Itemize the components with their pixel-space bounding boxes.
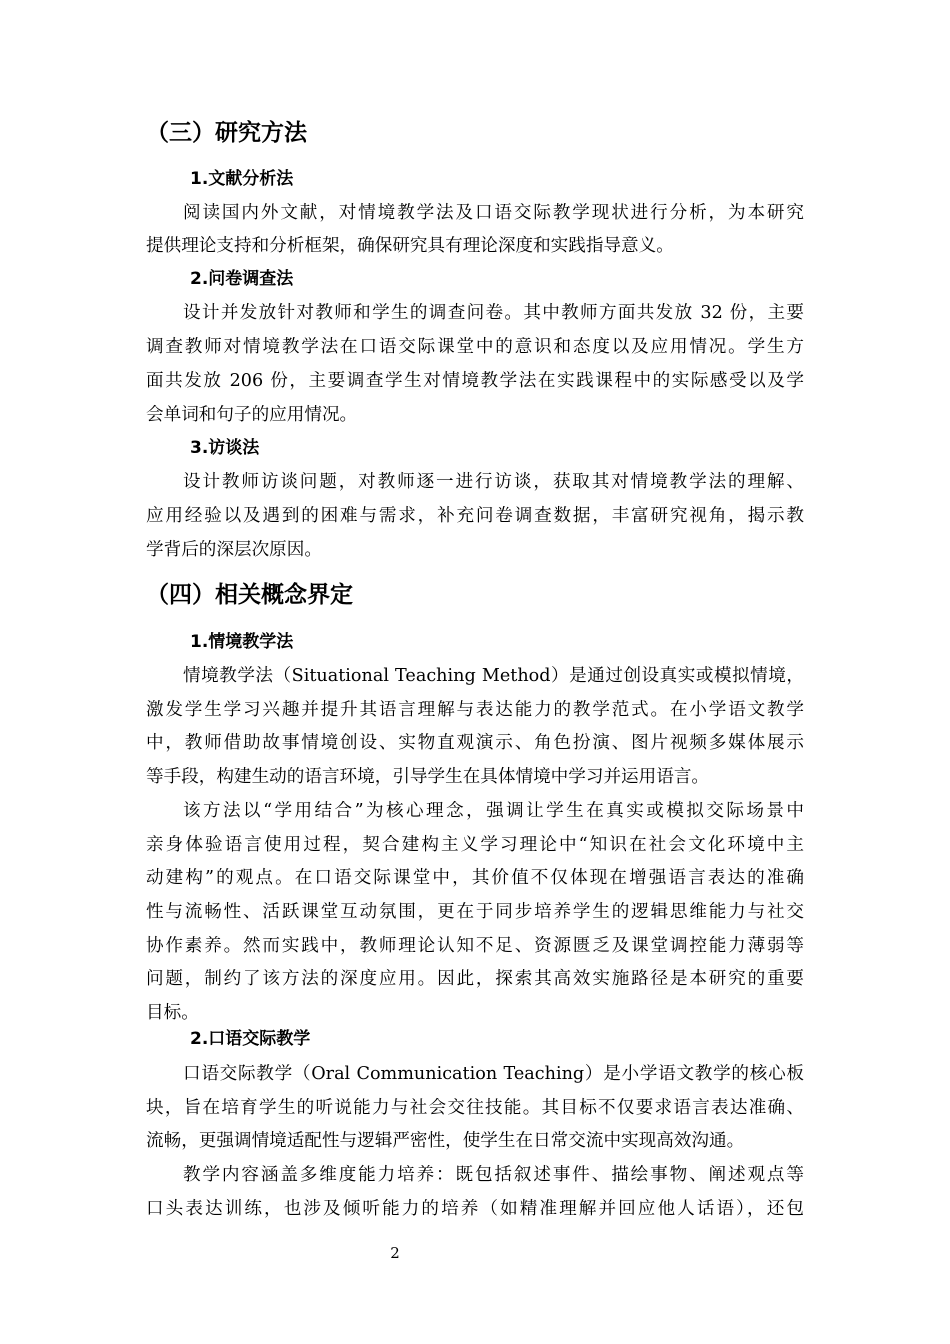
paragraph-line: 协作素养。然而实践中，教师理论认知不足、资源匮乏及课堂调控能力薄弱等: [146, 936, 804, 956]
paragraph-line: 中，教师借助故事情境创设、实物直观演示、角色扮演、图片视频多媒体展示: [146, 733, 804, 753]
subsection-title-2: 2.口语交际教学: [190, 1029, 311, 1049]
section-heading-3: （三）研究方法: [146, 120, 307, 146]
paragraph-line: 亲身体验语言使用过程，契合建构主义学习理论中“知识在社会文化环境中主: [146, 835, 804, 855]
subsection-title-2: 2.问卷调查法: [190, 269, 294, 289]
section-heading-4: （四）相关概念界定: [146, 582, 353, 608]
paragraph-line: 口语交际教学（Oral Communication Teaching）是小学语文教学的核心板: [183, 1064, 804, 1084]
paragraph-line: 应用经验以及遇到的困难与需求，补充问卷调查数据，丰富研究视角，揭示教: [146, 506, 804, 526]
paragraph-line: 激发学生学习兴趣并提升其语言理解与表达能力的教学范式。在小学语文教学: [146, 700, 804, 720]
paragraph-line: 设计教师访谈问题，对教师逐一进行访谈，获取其对情境教学法的理解、: [183, 472, 804, 492]
paragraph-line: 目标。: [146, 1003, 199, 1023]
paragraph-line: 会单词和句子的应用情况。: [146, 405, 358, 425]
paragraph-line: 阅读国内外文献，对情境教学法及口语交际教学现状进行分析，为本研究: [183, 203, 804, 223]
paragraph-line: 情境教学法（Situational Teaching Method）是通过创设真实或模拟情境，: [183, 666, 804, 686]
paragraph-line: 调查教师对情境教学法在口语交际课堂中的意识和态度以及应用情况。学生方: [146, 337, 804, 357]
paragraph-line: 等手段，构建生动的语言环境，引导学生在具体情境中学习并运用语言。: [146, 767, 710, 787]
paragraph-line: 性与流畅性、活跃课堂互动氛围，更在于同步培养学生的逻辑思维能力与社交: [146, 902, 804, 922]
paragraph-line: 设计并发放针对教师和学生的调查问卷。其中教师方面共发放 32 份，主要: [183, 303, 804, 323]
paragraph-line: 提供理论支持和分析框架，确保研究具有理论深度和实践指导意义。: [146, 236, 674, 256]
paragraph-line: 学背后的深层次原因。: [146, 540, 322, 560]
paragraph-line: 该方法以“学用结合”为核心理念，强调让学生在真实或模拟交际场景中: [183, 801, 804, 821]
subsection-title-1: 1.文献分析法: [190, 169, 294, 189]
paragraph-line: 面共发放 206 份，主要调查学生对情境教学法在实践课程中的实际感受以及学: [146, 371, 804, 391]
paragraph-line: 动建构”的观点。在口语交际课堂中，其价值不仅体现在增强语言表达的准确: [146, 868, 804, 888]
paragraph-line: 块，旨在培育学生的听说能力与社会交往技能。其目标不仅要求语言表达准确、: [146, 1098, 804, 1118]
subsection-title-1: 1.情境教学法: [190, 632, 294, 652]
paragraph-line: 流畅，更强调情境适配性与逻辑严密性，使学生在日常交流中实现高效沟通。: [146, 1131, 745, 1151]
paragraph-line: 教学内容涵盖多维度能力培养：既包括叙述事件、描绘事物、阐述观点等: [183, 1165, 804, 1185]
paragraph-line: 问题，制约了该方法的深度应用。因此，探索其高效实施路径是本研究的重要: [146, 969, 804, 989]
subsection-title-3: 3.访谈法: [190, 438, 260, 458]
paragraph-line: 口头表达训练，也涉及倾听能力的培养（如精准理解并回应他人话语），还包: [146, 1199, 804, 1219]
page-number: 2: [390, 1244, 400, 1262]
